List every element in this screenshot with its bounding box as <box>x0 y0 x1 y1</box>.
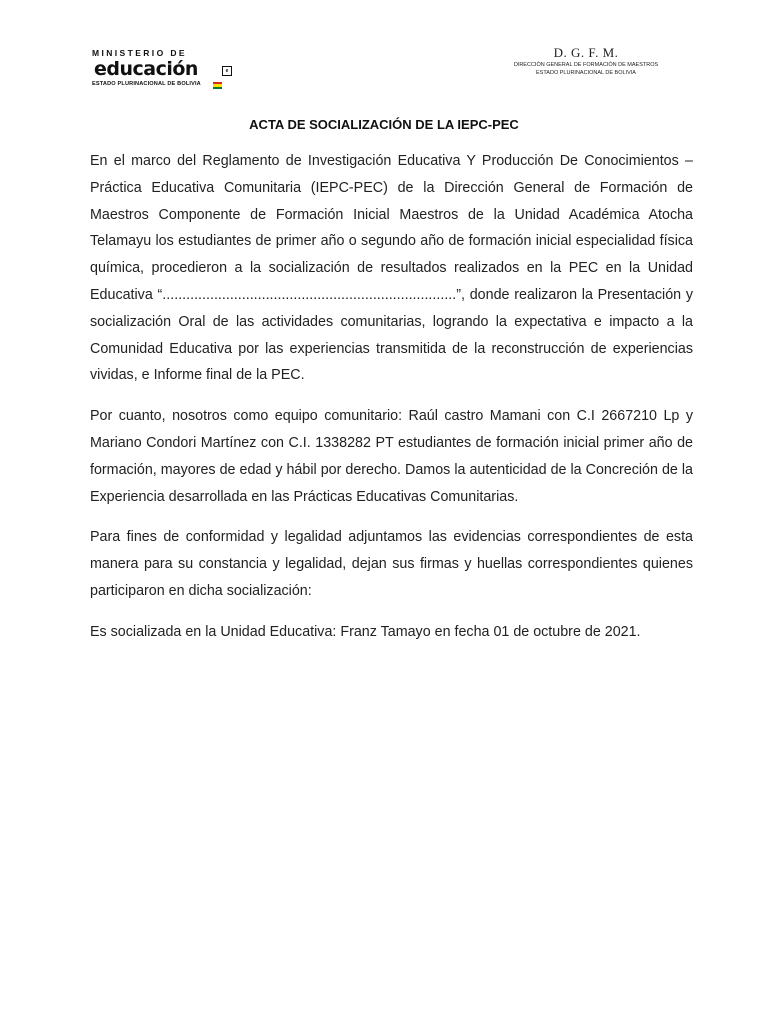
ministerio-educacion-logo <box>92 48 232 94</box>
dgfm-header <box>500 45 672 77</box>
document-title: ACTA DE SOCIALIZACIÓN DE LA IEPC-PEC <box>249 117 519 132</box>
logo-top-line: MINISTERIO DE <box>92 48 187 58</box>
paragraph-team: Por cuanto, nosotros como equipo comunitario: Raúl castro Mamani con C.I 2667210 Lp y Mariano Condori Martínez con C.I. 1338282 PT estudiantes de formación inicial primer año de formación, mayores de edad y hábil por derecho. Damos la autenticidad de la Concreción de la Experiencia desarrollada en las Prácticas Educativas Comunitarias. <box>90 408 693 505</box>
paragraph-intro: En el marco del Reglamento de Investigación Educativa Y Producción De Conocimientos – Práctica Educativa Comunitaria (IEPC-PEC) de la Dirección General de Formación de Maestros Componente de Formación Inicial Maestros de la Unidad Académica Atocha Telamayu los estudiantes de primer año o segundo año de formación inicial especialidad física química, procedieron a la socialización de resultados realizados en la PEC en la Unidad Educativa “..........................................................................”, donde realizaron la Presentación y socialización Oral de las actividades comunitarias, logrando la expectativa e impacto a la Comunidad Educativa por las experiencias transmitida de la reconstrucción de experiencias vividas, e Informe final de la PEC. <box>90 153 693 384</box>
paragraph-date: Es socializada en la Unidad Educativa: Franz Tamayo en fecha 01 de octubre de 2021. <box>90 623 641 640</box>
dgfm-title: D. G. F. M. <box>553 45 619 60</box>
tv-icon: e <box>222 66 232 76</box>
dgfm-line-1: DIRECCIÓN GENERAL DE FORMACIÓN DE MAESTROS <box>513 62 659 68</box>
flag-stripe-green <box>213 87 222 89</box>
paragraph-evidence: Para fines de conformidad y legalidad adjuntamos las evidencias correspondientes de esta manera para su constancia y legalidad, dejan sus firmas y huellas correspondientes quienes participaron en dicha socialización: <box>90 529 693 599</box>
logo-bottom-line: ESTADO PLURINACIONAL DE BOLIVIA <box>92 81 201 87</box>
document-body <box>90 148 693 660</box>
logo-wordmark: educación <box>94 58 198 80</box>
bolivia-flag-icon <box>213 82 222 89</box>
dgfm-line-2: ESTADO PLURINACIONAL DE BOLIVIA <box>536 70 636 76</box>
